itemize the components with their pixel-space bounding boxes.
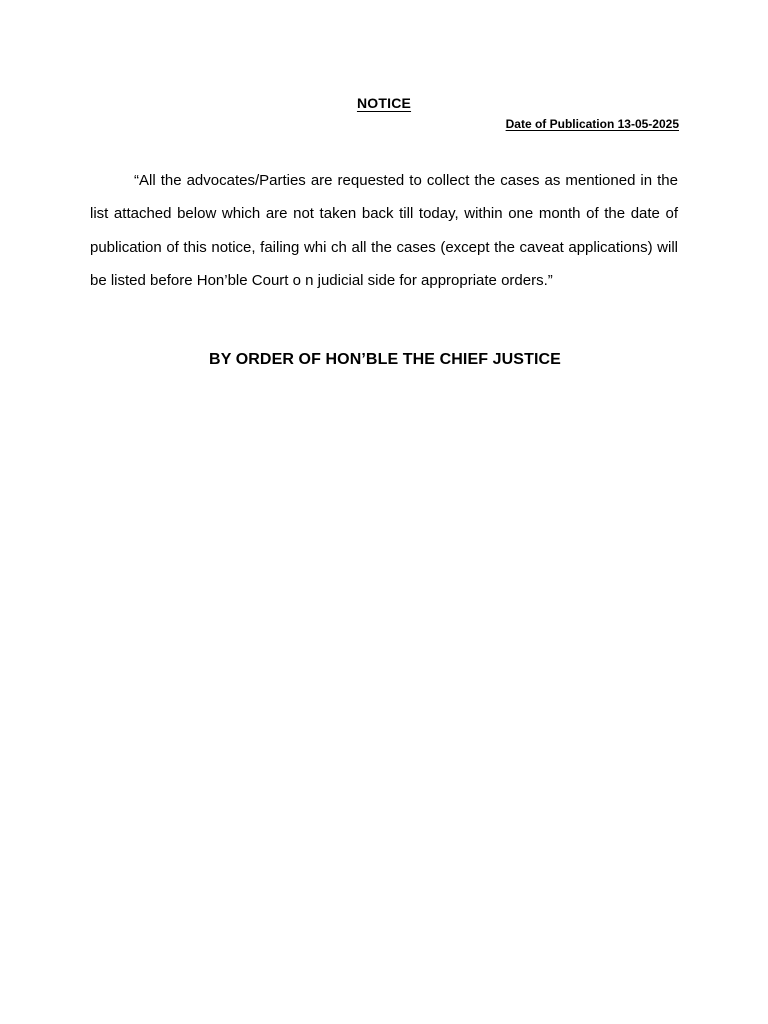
- notice-body: “All the advocates/Parties are requested to collect the cases as mentioned in the list attached below which are not taken back till today, within one month of the date of publication of this notice, failing whi ch all the cases (except the caveat applications) will be listed before Hon’ble Court o n judicial side for appropriate orders.”: [90, 172, 678, 289]
- notice-heading: [0, 95, 768, 111]
- notice-title: NOTICE: [356, 95, 412, 111]
- order-signature-line: BY ORDER OF HON’BLE THE CHIEF JUSTICE: [209, 351, 561, 368]
- publication-date: Date of Publication 13-05-2025: [505, 117, 679, 131]
